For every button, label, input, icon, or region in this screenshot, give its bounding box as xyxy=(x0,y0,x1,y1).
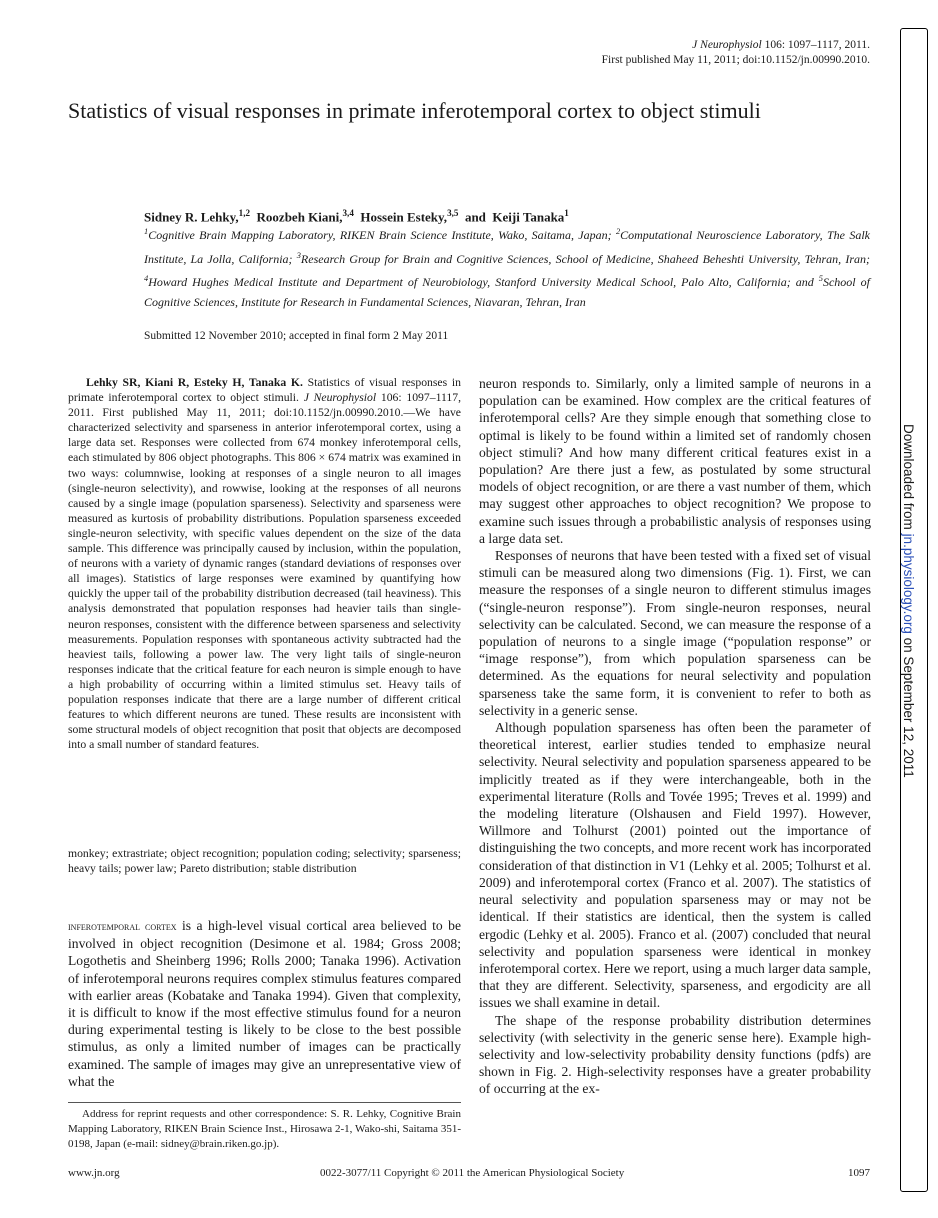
journal-name: J Neurophysiol xyxy=(692,39,762,51)
affil-4-marker: 4 xyxy=(144,274,149,283)
author-2-affil: 3,4 xyxy=(342,208,354,218)
affil-1-marker: 1 xyxy=(144,227,149,236)
page-number: 1097 xyxy=(848,1167,870,1179)
intro-lead-in: inferotemporal cortex xyxy=(68,919,177,933)
abstract-citation-details: 106: 1097–1117, 2011. First published May 11, 2011; doi:10.1152/jn.00990.2010.— xyxy=(68,391,461,420)
footer-copyright: 0022-3077/11 Copyright © 2011 the American Physiological Society xyxy=(320,1167,625,1179)
affil-3-marker: 3 xyxy=(296,250,301,260)
footer-website[interactable]: www.jn.org xyxy=(68,1167,120,1179)
abstract-citation-authors: Lehky SR, Kiani R, Esteky H, Tanaka K. xyxy=(86,376,303,389)
keywords: monkey; extrastriate; object recognition; population coding; selectivity; sparseness; heavy tails; power law; Pareto distribution; stable distribution xyxy=(68,847,461,876)
affiliation-2: Computational Neuroscience Laboratory, The Salk Institute, La Jolla, California; xyxy=(144,228,870,266)
author-conjunction: and xyxy=(464,209,486,225)
affiliations xyxy=(144,222,870,312)
author-1-affil: 1,2 xyxy=(238,208,251,218)
author-4: Keiji Tanaka xyxy=(492,209,565,225)
author-4-affil: 1 xyxy=(564,208,569,218)
correspondence-footnote: Address for reprint requests and other correspondence: S. R. Lehky, Cognitive Brain Mapping Laboratory, RIKEN Brain Science Inst., Hirosawa 2-1, Wako-shi, Saitama 351-0198, Japan (e-mail: sidney@brain.riken.go.jp). xyxy=(68,1108,461,1150)
paragraph-3: Although population sparseness has often been the parameter of theoretical interest, earlier studies tended to emphasize neural selectivity. Neural selectivity and population sparseness appeared to be implicitly treated as if they were interchangeable, both in the experimental literature (Rolls and Tovée 1995; Treves et al. 1999) and the modeling literature (Olshausen and Field 1997). However, Willmore and Tolhurst (2001) pointed out the importance of distinguishing the two concepts, and more recent work has incorporated consideration of that distinction in V1 (Lehky et al. 2005; Tolhurst et al. 2009) and inferotemporal cortex (Franco et al. 2007). The statistics of neural selectivity and population sparseness may or may not be identical. If their statistics are identical, then the system is called ergodic (Lehky et al. 2005). Franco et al. (2007) concluded that neural selectivity and population sparseness were identical in monkey inferotemporal cortex. Here we report, using a much larger data sample, that they are different. Selectivity, sparseness, and ergodicity are all issues we shall examine in detail. xyxy=(479,720,871,1011)
intro-text: is a high-level visual cortical area believed to be involved in object recognition (Desimone et al. 1984; Gross 2008; Logothetis and Sheinberg 1996; Rolls 2000; Tanaka 1996). Activation of inferotemporal neurons requires complex stimulus features compared with earlier areas (Kobatake and Tanaka 1994). Given that complexity, it is difficult to know if the most effective stimulus found for a neuron during experimental testing is likely to be close to the best possible stimulus, as only a limited number of images can be practically examined. The sample of images may give an unrepresentative view of what the xyxy=(68,918,461,1089)
article-title: Statistics of visual responses in primate inferotemporal cortex to object stimuli xyxy=(68,98,761,123)
affil-5-marker: 5 xyxy=(818,274,823,283)
author-2: Roozbeh Kiani, xyxy=(256,209,343,225)
footnote-rule xyxy=(68,1102,461,1103)
download-link[interactable]: jn.physiology.org xyxy=(901,533,916,634)
right-column xyxy=(479,375,871,1098)
paragraph-1: neuron responds to. Similarly, only a limited sample of neurons in a population can be examined. How complex are the critical features of inferotemporal cells? Are they simple enough that something close to optimal is likely to be found within a limited set of randomly chosen object stimuli? And how many different critical features exist in a population? Are there just a few, as postulated by some structural models of object recognition, or are there a vast number of them, which may suggest other approaches to object recognition? We propose to examine such issues through a probabilistic analysis of responses using a large data set. xyxy=(479,376,871,546)
publication-info: First published May 11, 2011; doi:10.1152/jn.00990.2010. xyxy=(601,54,870,66)
abstract-citation-journal: J Neurophysiol xyxy=(303,391,377,405)
affiliation-3: Research Group for Brain and Cognitive Sciences, School of Medicine, Shaheed Beheshti University, Tehran, Iran; xyxy=(300,251,870,266)
abstract-text: We have characterized selectivity and sparseness in anterior inferotemporal cortex, using a large data set. Responses were collected from 674 monkey inferotemporal cells, each stimulated by 806 object photographs. This 806 × 674 matrix was examined in two ways: columnwise, looking at responses of a single neuron to all images (single-neuron selectivity), and rowwise, looking at the responses of all neurons caused by a single image (population sparseness). Selectivity and sparseness were measured as kurtosis of probability distributions. Population sparseness exceeded single-neuron selectivity, with specific values dependent on the size of the data sample. This difference was principally caused by inclusion, within the population, of neurons with a variety of dynamic ranges (standard deviations of responses over all images). Statistics of large responses were examined by quantifying how quickly the upper tail of the probability distribution decreased (tail heaviness). This analysis demonstrated that population responses had heavier tails than single-neuron responses, consistent with the difference between sparseness and selectivity measurements. Population responses with spontaneous activity subtracted had the heaviest tails, following a power law. The very light tails of single-neuron responses indicate that the critical feature for each neuron is simple enough to have a high probability of occurring within a limited stimulus set. Heavy tails of population responses indicate that there are a large number of different critical features to which different neurons are tuned. These results are inconsistent with some structural models of object recognition that posit that objects are decomposed into a small number of standard features. xyxy=(68,406,461,752)
download-notice xyxy=(901,424,916,778)
author-1: Sidney R. Lehky, xyxy=(144,209,239,225)
affiliation-1: Cognitive Brain Mapping Laboratory, RIKEN Brain Science Institute, Wako, Saitama, Japan; xyxy=(148,228,616,242)
author-3-affil: 3,5 xyxy=(447,208,459,218)
journal-reference xyxy=(602,38,870,68)
download-prefix: Downloaded from xyxy=(901,424,916,534)
download-suffix: on September 12, 2011 xyxy=(901,633,916,778)
abstract xyxy=(68,375,461,752)
affil-2-marker: 2 xyxy=(615,227,621,236)
introduction xyxy=(68,917,461,1090)
submission-dates: Submitted 12 November 2010; accepted in final form 2 May 2011 xyxy=(144,330,449,342)
paragraph-4: The shape of the response probability distribution determines selectivity (with selectivity in the generic sense here). Example high-selectivity and low-selectivity probability density functions (pdfs) are shown in Fig. 2. High-selectivity responses have a greater probability of occurring at the ex- xyxy=(479,1012,871,1097)
paragraph-2: Responses of neurons that have been tested with a fixed set of visual stimuli can be measured along two dimensions (Fig. 1). First, we can measure the responses of a single neuron to different stimulus images (“single-neuron response”). From single-neuron responses, neural selectivity can be calculated. Second, we can measure the response of a population of neurons to a single image (“population response” or “image response”), from which population sparseness can be determined. As the equations for neural selectivity and population sparseness take the same form, it is convenient to refer to both as selectivity in a generic sense. xyxy=(479,548,871,718)
author-3: Hossein Esteky, xyxy=(360,209,448,225)
journal-citation: 106: 1097–1117, 2011. xyxy=(764,39,870,51)
affiliation-4: Howard Hughes Medical Institute and Department of Neurobiology, Stanford University Medical School, Palo Alto, California; and xyxy=(148,275,819,289)
abstract-citation-title: Statistics of visual responses in primate inferotemporal cortex to object stimuli. xyxy=(68,376,461,405)
affiliation-5: School of Cognitive Sciences, Institute for Research in Fundamental Sciences, Niavaran, Tehran, Iran xyxy=(144,275,870,309)
